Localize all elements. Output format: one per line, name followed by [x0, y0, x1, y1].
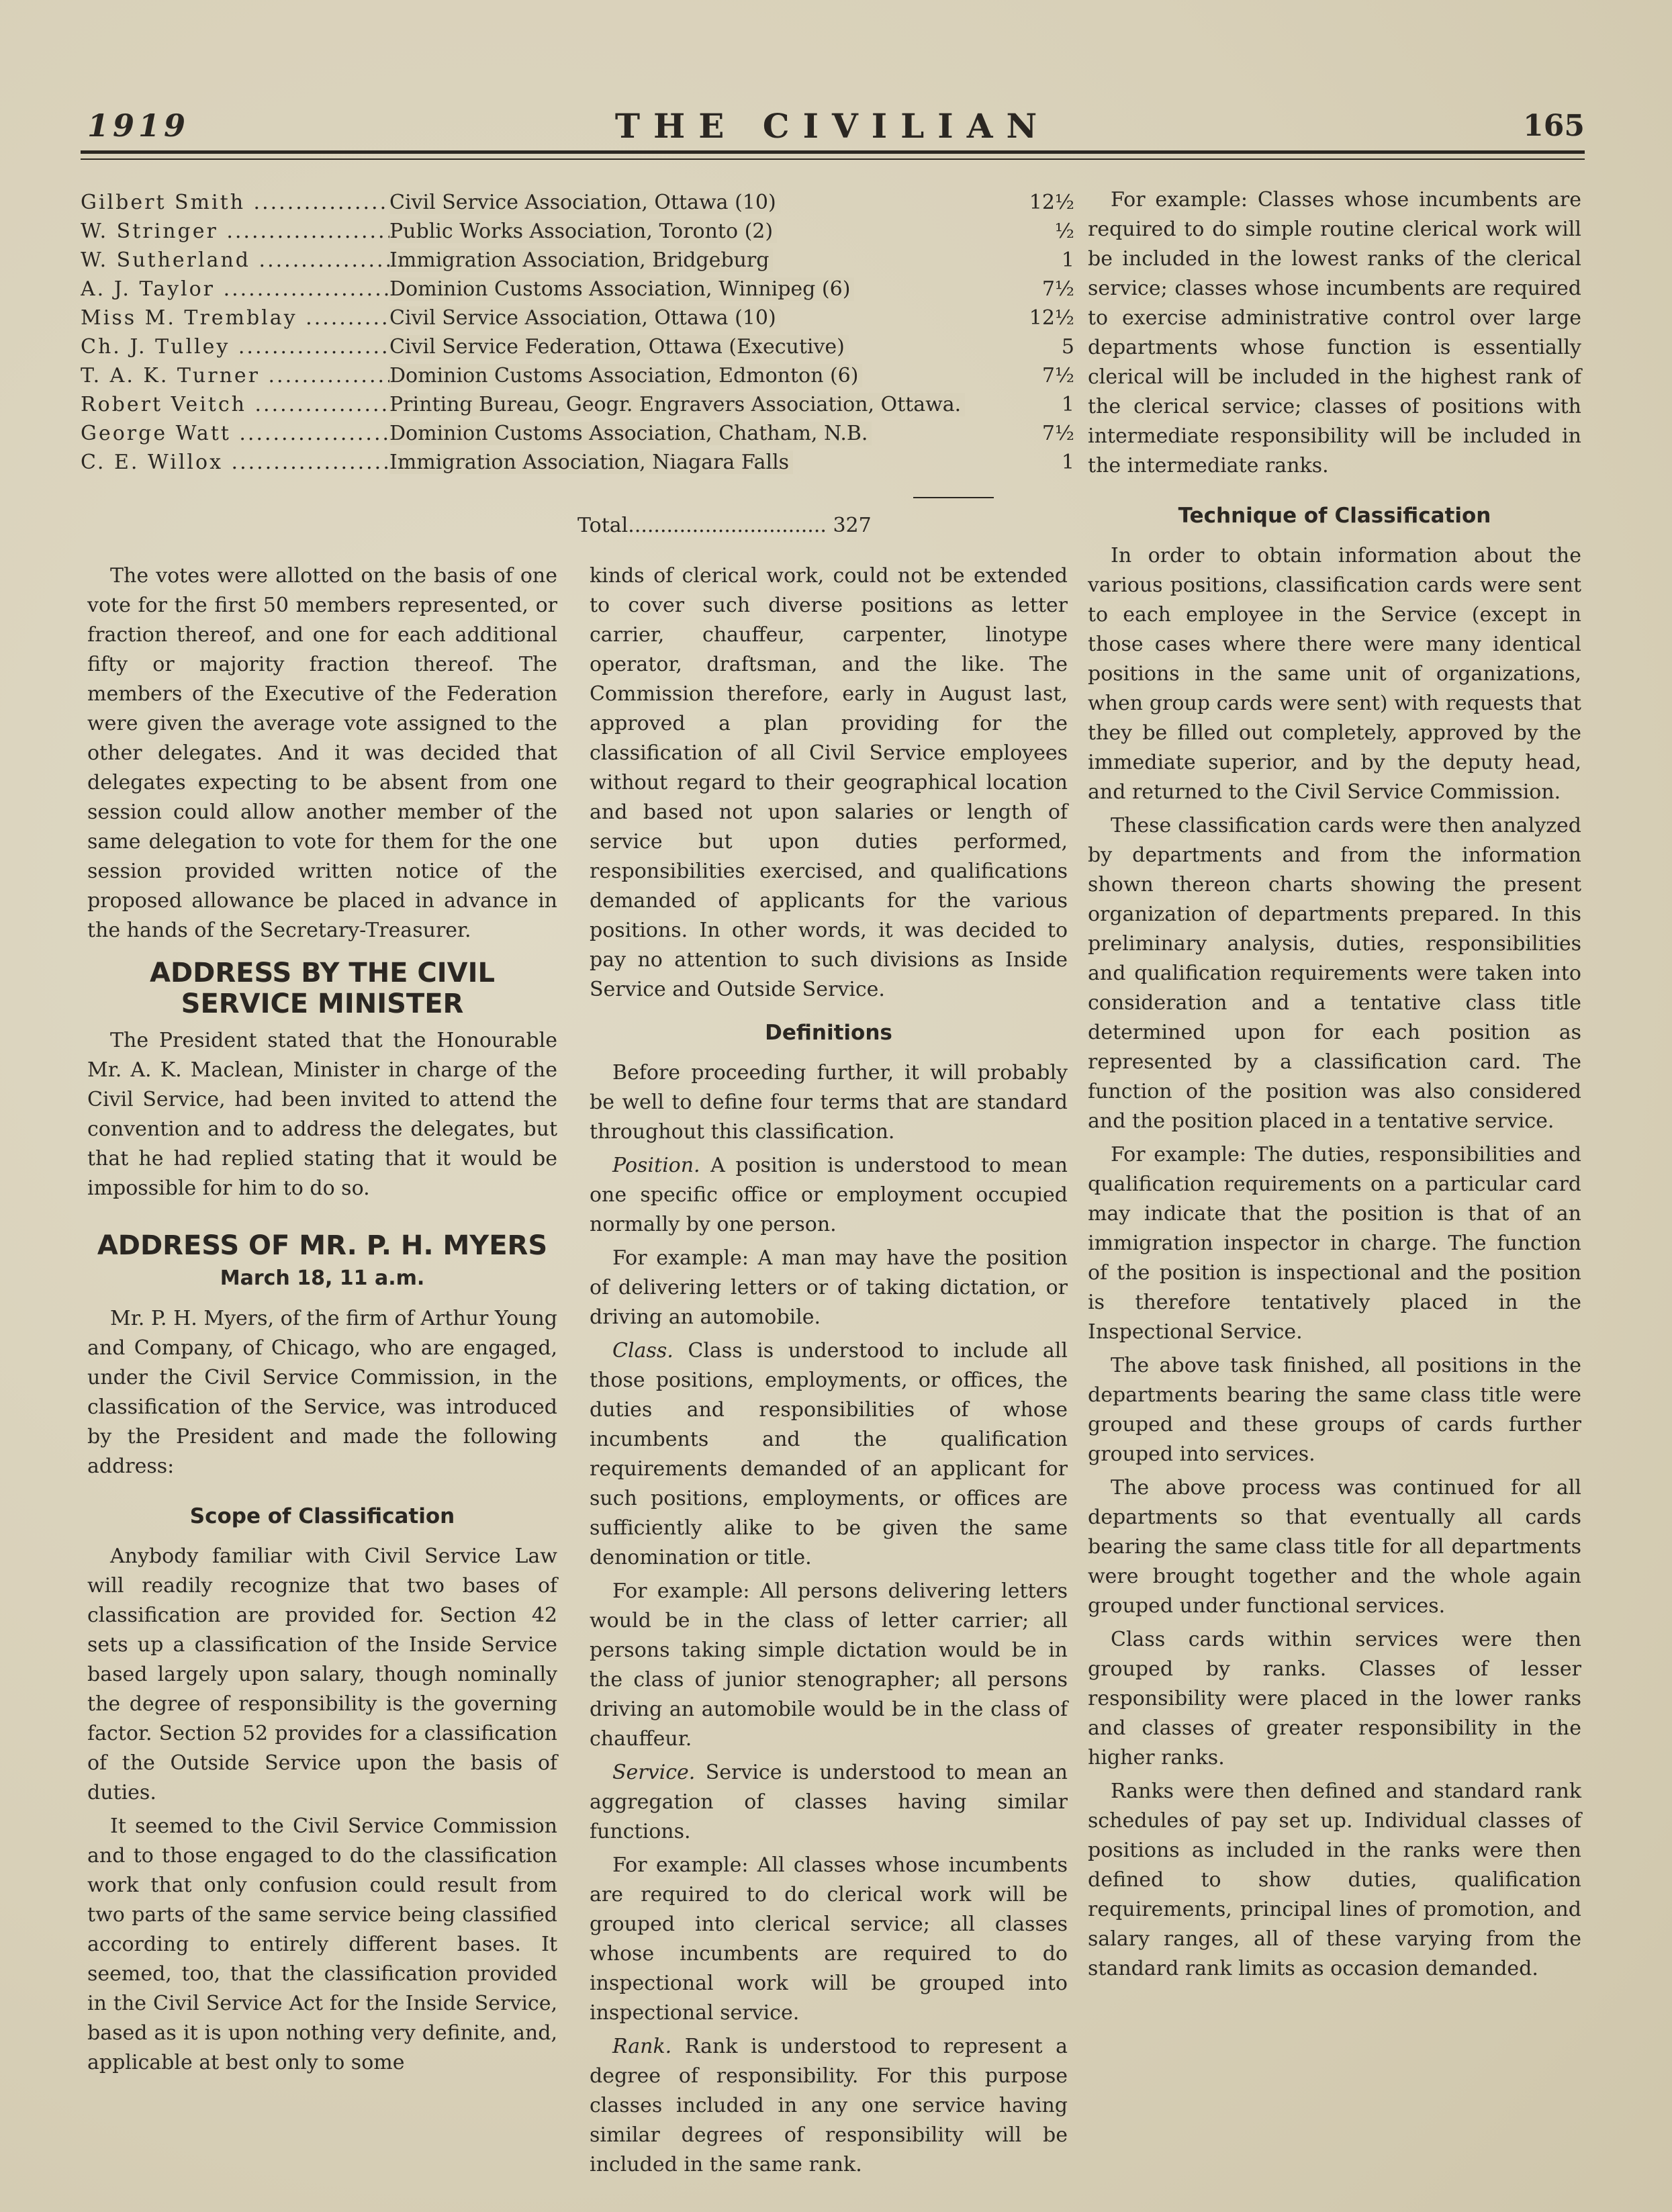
paragraph: For example: Classes whose incumbents are required to do simple routine clerical work will be included in the lowest ranks of the clerical service; classes whose incumbents are required to exercise administrative control over large departments whose function is essentially clerical will be included in the highest rank of the clerical service; classes of positions with intermediate responsibility will be included in the intermediate ranks. — [1088, 188, 1581, 477]
total-leader: ............................... — [628, 514, 827, 537]
delegate-name: W. Sutherland ..... — [81, 246, 389, 275]
section-heading: ADDRESS OF MR. P. H. MYERS — [97, 1230, 548, 1261]
term-label: Position. — [612, 1154, 700, 1177]
dateline: March 18, 11 a.m. — [220, 1266, 425, 1290]
delegate-name: A. J. Taylor ..... — [81, 275, 389, 304]
paragraph: Mr. P. H. Myers, of the firm of Arthur Young and Company, of Chicago, who are engaged, under the Civil Service Commission, in the classification of the Service, was introduced by the President and made the following address: — [87, 1307, 557, 1478]
vote-count: 1 — [1061, 248, 1074, 272]
association: Civil Service Association, Ottawa (10) — [389, 191, 780, 214]
vote-count: ½ — [1054, 220, 1074, 243]
paragraph: For example: The duties, responsibilities and qualification requirements on a particular card may indicate that the position is that of an immigration inspector in charge. The function of the position is inspectional and the position is therefore tentatively placed in the Inspectional Service. — [1088, 1143, 1581, 1344]
association: Immigration Association, Niagara Falls — [389, 451, 793, 474]
delegate-name: W. Stringer ..... — [81, 217, 389, 246]
vote-row — [81, 188, 1074, 217]
paragraph: For example: A man may have the position of delivering letters or of taking dictation, or driving an automobile. — [590, 1246, 1068, 1329]
association: Civil Service Association, Ottawa (10) — [389, 306, 780, 330]
vote-row — [81, 332, 1074, 361]
vote-row — [81, 419, 1074, 448]
association: Printing Bureau, Geogr. Engravers Association, Ottawa. — [389, 393, 965, 416]
total-value: 327 — [833, 514, 872, 537]
page-header — [81, 101, 1585, 154]
total-rule — [913, 497, 994, 498]
term-label: Rank. — [612, 2035, 672, 2058]
paragraph: The above process was continued for all departments so that eventually all cards bearing the same class title for all departments were brought together and the whole again grouped under functional services. — [1088, 1476, 1581, 1618]
vote-table — [81, 188, 1074, 477]
vote-count: 5 — [1061, 335, 1074, 359]
paragraph: The votes were allotted on the basis of one vote for the first 50 members represented, or fraction thereof, and one for each additional fifty or majority fraction thereof. The members of the Executive of the Federation were given the average vote assigned to the other delegates. And it was decided that delegates expecting to be absent from one session could allow another member of the same delegation to vote for them for the one session provided written notice of the proposed allowance be placed in advance in the hands of the Secretary-Treasurer. — [87, 564, 557, 942]
vote-row — [81, 361, 1074, 390]
page-number: 165 — [1523, 109, 1585, 143]
association: Public Works Association, Toronto (2) — [389, 220, 777, 243]
vote-row — [81, 304, 1074, 332]
association: Immigration Association, Bridgeburg — [389, 248, 773, 272]
paragraph: Ranks were then defined and standard rank schedules of pay set up. Individual classes of positions as included in the ranks were then defined to show duties, qualification requirements, principal lines of promotion, and salary ranges, all of these varying from the standard rank limits as occasion demanded. — [1088, 1780, 1581, 1980]
vote-row — [81, 217, 1074, 246]
publication-title: THE CIVILIAN — [614, 106, 1051, 146]
paragraph: These classification cards were then analyzed by departments and from the information shown thereon charts showing the present organization of departments prepared. In this preliminary analysis, duties, responsibilities and qualification requirements were taken into consideration and a tentative class title determined upon for each position as represented by a classification card. The function of the position was also considered and the position placed in a tentative service. — [1088, 814, 1581, 1133]
paragraph: kinds of clerical work, could not be extended to cover such diverse positions as letter carrier, chauffeur, carpenter, linotype operator, draftsman, and the like. The Commission therefore, early in August last, approved a plan providing for the classification of all Civil Service employees without regard to their geographical location and based not upon salaries or length of service but upon duties performed, responsibilities exercised, and qualifications demanded of applicants for the various positions. In other words, it was decided to pay no attention to such divisions as Inside Service and Outside Service. — [590, 564, 1068, 1001]
delegate-name: T. A. K. Turner ..... — [81, 361, 389, 390]
paragraph: In order to obtain information about the various positions, classification cards were sent to each employee in the Service (except in those cases where there were many identical positions in the same unit of organizations, when group cards were sent) with requests that they be filled out completely, approved by the immediate superior, and by the deputy head, and returned to the Civil Service Commission. — [1088, 544, 1581, 804]
column-left — [87, 561, 557, 2082]
section-heading: ADDRESS BY THE CIVIL SERVICE MINISTER — [149, 958, 495, 1019]
delegate-name: Ch. J. Tulley ..... — [81, 332, 389, 361]
column-right — [1088, 185, 1581, 1988]
vote-row — [81, 390, 1074, 419]
association: Dominion Customs Association, Edmonton (6) — [389, 364, 862, 387]
paragraph: Class cards within services were then grouped by ranks. Classes of lesser responsibility were placed in the lower ranks and classes of greater responsibility in the higher ranks. — [1088, 1628, 1581, 1769]
vote-count: 1 — [1061, 451, 1074, 474]
definition-position: Position. A position is understood to mean one specific office or employment occupied normally by one person. — [590, 1154, 1068, 1236]
definition-class: Class. Class is understood to include all those positions, employments, or offices, the duties and responsibilities of whose incumbents and the qualification requirements demanded of an applicant for such positions, employments, or offices are sufficiently alike to be given the same denomination or title. — [590, 1339, 1068, 1569]
paragraph: It seemed to the Civil Service Commission and to those engaged to do the classification work that only confusion could result from two parts of the same service being classified according to entirely different bases. It seemed, too, that the classification provided in the Civil Service Act for the Inside Service, based as it is upon nothing very definite, and, applicable at best only to some — [87, 1814, 557, 2074]
term-label: Service. — [612, 1761, 696, 1784]
subheading: Technique of Classification — [1178, 504, 1491, 528]
paragraph: For example: All classes whose incumbents are required to do clerical work will be grouped into clerical service; all classes whose incumbents are required to do inspectional work will be grouped into inspectional service. — [590, 1853, 1068, 2025]
subheading: Definitions — [765, 1021, 892, 1045]
header-year: 1919 — [87, 107, 190, 144]
total-label: Total — [577, 514, 629, 537]
paragraph: The above task finished, all positions in the departments bearing the same class title were grouped and these groups of cards further grouped into services. — [1088, 1354, 1581, 1466]
vote-count: 12½ — [1029, 191, 1074, 214]
definition-rank: Rank. Rank is understood to represent a degree of responsibility. For this purpose classes included in any one service having similar degrees of responsibility will be included in the same rank. — [590, 2035, 1068, 2176]
column-middle — [590, 561, 1068, 2184]
header-rule-thick — [81, 150, 1585, 154]
delegate-name: Gilbert Smith ..... — [81, 188, 389, 217]
association: Civil Service Federation, Ottawa (Executive) — [389, 335, 849, 359]
delegate-name: Miss M. Tremblay ..... — [81, 304, 389, 332]
vote-count: 7½ — [1041, 277, 1074, 301]
association: Dominion Customs Association, Chatham, N.B. — [389, 422, 872, 445]
vote-count: 1 — [1061, 393, 1074, 416]
paragraph: The President stated that the Honourable Mr. A. K. Maclean, Minister in charge of the Civil Service, had been invited to attend the convention and to address the delegates, but that he had replied stating that it would be impossible for him to do so. — [87, 1029, 557, 1200]
vote-count: 7½ — [1041, 364, 1074, 387]
paragraph: For example: All persons delivering letters would be in the class of letter carrier; all persons taking simple dictation would be in the class of junior stenographer; all persons driving an automobile would be in the class of chauffeur. — [590, 1579, 1068, 1751]
header-rule-thin — [81, 158, 1585, 160]
delegate-name: C. E. Willox ..... — [81, 448, 389, 477]
vote-total — [577, 514, 872, 537]
vote-count: 12½ — [1029, 306, 1074, 330]
definition-service: Service. Service is understood to mean an aggregation of classes having similar functions. — [590, 1761, 1068, 1843]
paragraph: Before proceeding further, it will probably be well to define four terms that are standard throughout this classification. — [590, 1061, 1068, 1144]
vote-count: 7½ — [1041, 422, 1074, 445]
vote-row — [81, 448, 1074, 477]
delegate-name: George Watt ..... — [81, 419, 389, 448]
association: Dominion Customs Association, Winnipeg (6) — [389, 277, 854, 301]
term-label: Class. — [612, 1339, 674, 1363]
vote-row — [81, 246, 1074, 275]
subheading: Scope of Classification — [189, 1504, 455, 1528]
vote-row — [81, 275, 1074, 304]
paragraph: Anybody familiar with Civil Service Law will readily recognize that two bases of classification are provided for. Section 42 sets up a classification of the Inside Service based largely upon salary, though nominally the degree of responsibility is the governing factor. Section 52 provides for a classification of the Outside Service upon the basis of duties. — [87, 1545, 557, 1804]
delegate-name: Robert Veitch ..... — [81, 390, 389, 419]
